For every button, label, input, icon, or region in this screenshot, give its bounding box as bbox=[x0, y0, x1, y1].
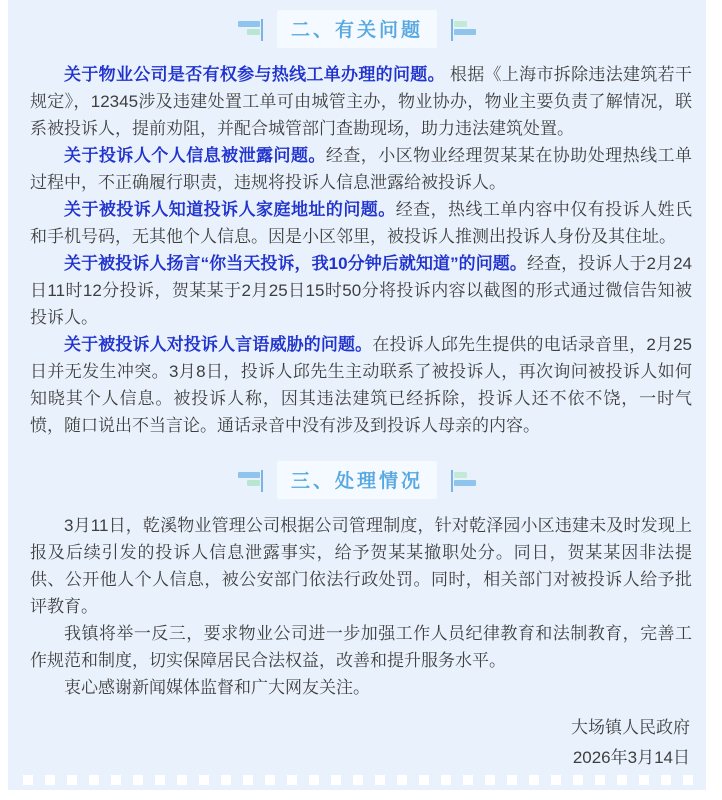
paragraph bbox=[30, 620, 692, 674]
paragraph-lead: 关于被投诉人知道投诉人家庭地址的问题。 bbox=[64, 200, 396, 219]
flag-decoration-left-icon bbox=[237, 470, 263, 490]
paragraph-body: 经查，投诉人于2月24日11时12分投诉，贺某某于2月25日15时50分将投诉内容以截图的形式通过微信告知被投诉人。 bbox=[30, 254, 692, 327]
flag-decoration-right-icon bbox=[451, 470, 477, 490]
perforation-strip-decoration bbox=[23, 775, 697, 785]
paragraph-body: 3月11日，乾溪物业管理公司根据公司管理制度，针对乾泽园小区违建未及时发现上报及后续引发的投诉人信息泄露事实，给予贺某某撤职处分。同日，贺某某因非法提供、公开他人个人信息，被公安部门依法行政处罚。同时，相关部门对被投诉人给予批评教育。 bbox=[30, 516, 692, 616]
signature-date: 2026年3月14日 bbox=[572, 748, 690, 767]
flag-decoration-right-icon bbox=[451, 19, 477, 39]
paragraph-body: 在投诉人邱先生提供的电话录音里，2月25日并无发生冲突。3月8日，投诉人邱先生主动联系了被投诉人，再次询问被投诉人如何知晓其个人信息。被投诉人称，因其违法建筑已经拆除，投诉人还不依不饶，一时气愤，随口说出不当言论。通话录音中没有涉及到投诉人母亲的内容。 bbox=[30, 335, 692, 435]
paragraph-body: 经查，热线工单内容中仅有投诉人姓氏和手机号码，无其他个人信息。因是小区邻里，被投诉人推测出投诉人身份及其住址。 bbox=[30, 200, 693, 246]
paragraph-body: 衷心感谢新闻媒体监督和广大网友关注。 bbox=[64, 678, 370, 697]
paragraph-body: 我镇将举一反三，要求物业公司进一步加强工作人员纪律教育和法制教育，完善工作规范和制度，切实保障居民合法权益，改善和提升服务水平。 bbox=[30, 624, 692, 670]
paragraph-lead: 关于被投诉人对投诉人言语威胁的问题。 bbox=[64, 335, 373, 354]
paragraph bbox=[30, 196, 692, 250]
signature-author: 大场镇人民政府 bbox=[571, 718, 690, 737]
paragraph bbox=[30, 674, 692, 701]
paragraph bbox=[30, 250, 692, 331]
paragraph bbox=[30, 61, 692, 142]
paragraph-lead: 关于物业公司是否有权参与热线工单办理的问题。 bbox=[64, 65, 445, 84]
section-handling-content bbox=[8, 512, 706, 701]
paragraph-body: 根据《上海市拆除违法建筑若干规定》，12345涉及违建处置工单可由城管主办，物业协办，物业主要负责了解情况，联系被投诉人，提前劝阻，并配合城管部门查勘现场，助力违法建筑处置。 bbox=[30, 65, 692, 138]
paragraph-lead: 关于投诉人个人信息被泄露问题。 bbox=[64, 146, 326, 165]
flag-decoration-left-icon bbox=[237, 19, 263, 39]
section-issues-content bbox=[8, 61, 706, 439]
section-title: 三、处理情况 bbox=[277, 461, 437, 499]
paragraph-body: 经查，小区物业经理贺某某在协助处理热线工单过程中，不正确履行职责，违规将投诉人信息泄露给被投诉人。 bbox=[30, 146, 693, 192]
section-header-issues bbox=[8, 10, 706, 48]
section-title: 二、有关问题 bbox=[277, 10, 437, 48]
signature-block bbox=[8, 713, 706, 773]
announcement-panel bbox=[8, 0, 706, 790]
section-header-handling bbox=[8, 461, 706, 499]
paragraph-lead: 关于被投诉人扬言“你当天投诉，我10分钟后就知道”的问题。 bbox=[64, 254, 527, 273]
paragraph bbox=[30, 512, 692, 620]
paragraph bbox=[30, 331, 692, 439]
paragraph bbox=[30, 142, 692, 196]
